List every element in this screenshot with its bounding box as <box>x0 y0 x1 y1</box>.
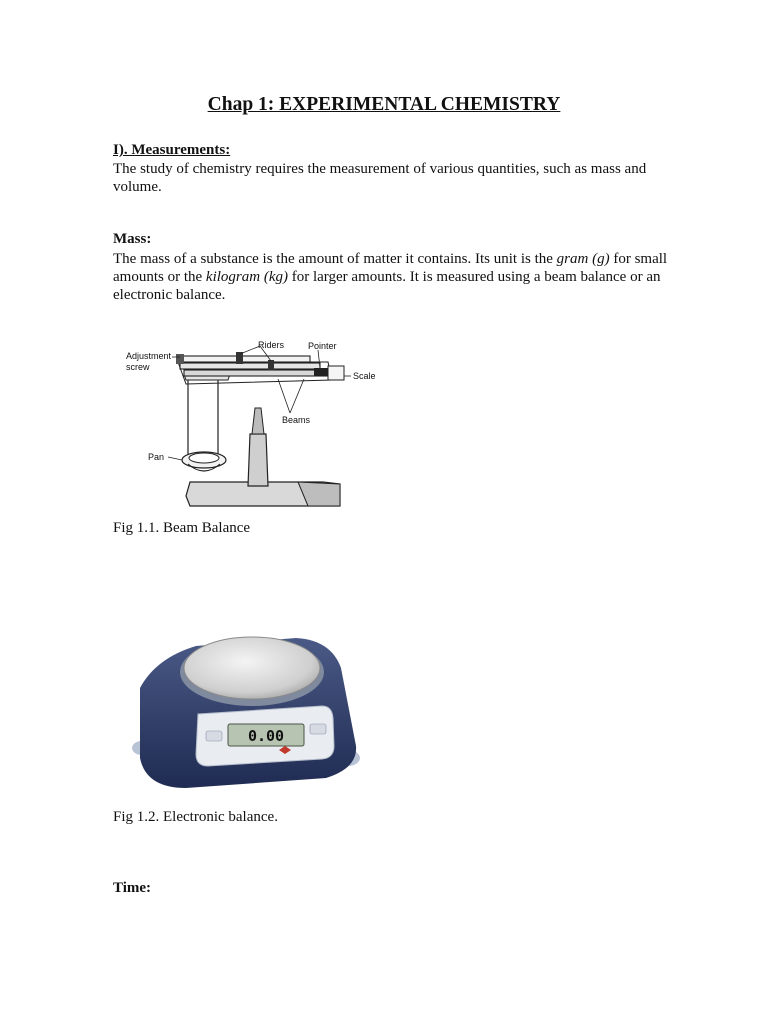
beam-balance-illustration <box>118 336 398 511</box>
time-heading: Time: <box>113 880 152 896</box>
electronic-balance-figure <box>126 628 366 798</box>
mass-paragraph <box>113 250 673 304</box>
measurements-heading: I). Measurements: <box>113 142 231 158</box>
label-pan: Pan <box>148 452 165 462</box>
mass-text-2: for small amounts or the <box>113 251 668 285</box>
gram-unit: gram (g) <box>556 251 610 267</box>
label-adjustment: Adjustment <box>126 351 172 361</box>
mass-heading: Mass: <box>113 231 152 247</box>
measurements-paragraph <box>113 160 673 196</box>
label-screw: screw <box>126 362 150 372</box>
mass-text-3: for larger amounts. It is measured using a beam balance or an electronic balance. <box>113 269 661 303</box>
balance-display-reading: 0.00 <box>247 727 285 745</box>
beam-balance-figure <box>118 336 398 511</box>
electronic-balance-illustration <box>126 628 366 798</box>
print-button <box>310 724 326 734</box>
figure-1-2-caption: Fig 1.2. Electronic balance. <box>113 809 278 825</box>
label-beams: Beams <box>282 415 311 425</box>
label-riders: Riders <box>258 340 285 350</box>
label-pointer: Pointer <box>308 341 337 351</box>
kilogram-unit: kilogram (kg) <box>205 269 288 285</box>
measurements-text: The study of chemistry requires the measurement of various quantities, such as mass and volume. <box>113 161 647 195</box>
figure-1-1-caption: Fig 1.1. Beam Balance <box>113 520 251 536</box>
page-title: Chap 1: EXPERIMENTAL CHEMISTRY <box>207 94 561 115</box>
mass-text-1: The mass of a substance is the amount of matter it contains. Its unit is the <box>113 251 557 267</box>
label-scale: Scale <box>353 371 376 381</box>
on-off-button <box>206 731 222 741</box>
